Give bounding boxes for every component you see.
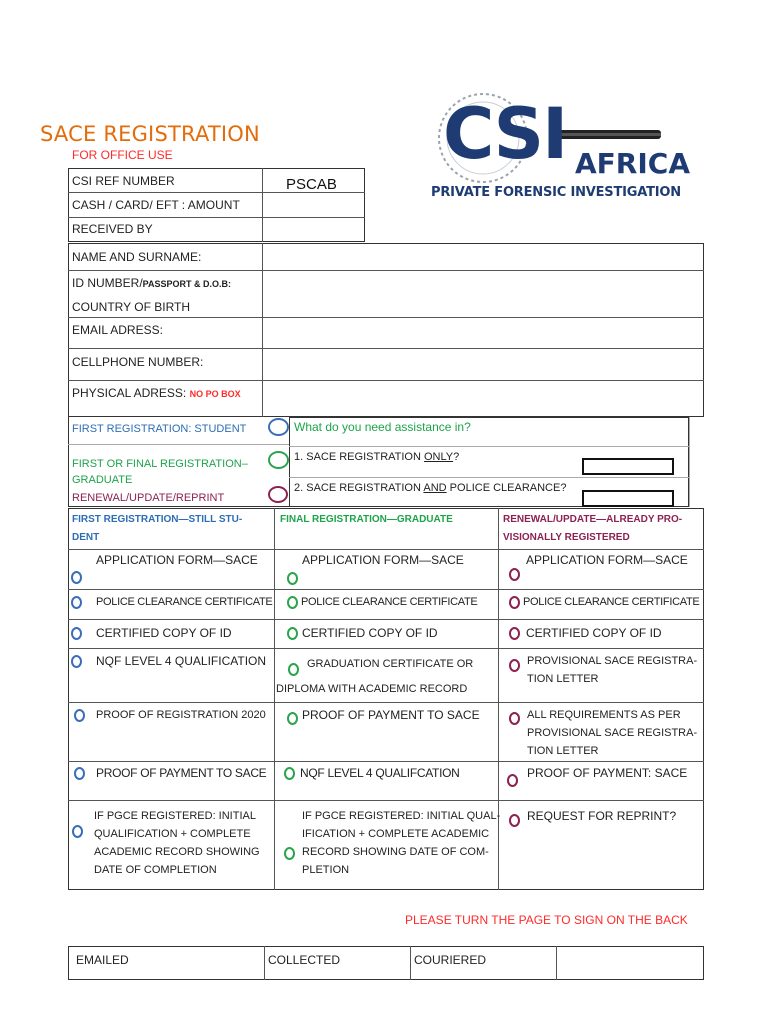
assistance-question: What do you need assistance in? [294, 420, 471, 434]
renewal-doc-payment: PROOF OF PAYMENT: SACE [527, 766, 688, 780]
graduate-doc-id: CERTIFIED COPY OF ID [302, 626, 438, 640]
graduate-doc-application: APPLICATION FORM—SACE [302, 553, 464, 567]
assistance-option-2: 2. SACE REGISTRATION AND POLICE CLEARANCE? [294, 482, 567, 494]
id-label: ID NUMBER/PASSPORT & D.O.B: [72, 276, 232, 290]
turn-page-note: PLEASE TURN THE PAGE TO SIGN ON THE BACK [405, 913, 688, 927]
student-doc-registration: PROOF OF REGISTRATION 2020 [96, 709, 266, 721]
amount-field[interactable] [264, 194, 363, 216]
student-registration-radio-icon[interactable] [74, 709, 85, 722]
renewal-reprint-radio-icon[interactable] [509, 814, 520, 827]
collected-cell[interactable]: COLLECTED [268, 953, 341, 967]
cellphone-label: CELLPHONE NUMBER: [72, 355, 204, 369]
reg-type-student: FIRST REGISTRATION: STUDENT [72, 423, 247, 435]
renewal-provisional-radio-icon[interactable] [509, 659, 520, 672]
student-application-radio-icon[interactable] [71, 571, 82, 584]
renewal-doc-provisional: PROVISIONAL SACE REGISTRA- TION LETTER [527, 655, 698, 685]
renewal-doc-application: APPLICATION FORM—SACE [526, 553, 688, 567]
csi-africa-logo [425, 92, 690, 204]
amount-label: CASH / CARD/ EFT : AMOUNT [72, 198, 240, 212]
name-field[interactable] [264, 245, 702, 269]
address-label: PHYSICAL ADRESS: NO PO BOX [72, 386, 241, 400]
column-header-student: FIRST REGISTRATION—STILL STU- DENT [72, 514, 243, 543]
reg-type-renewal: RENEWAL/UPDATE/REPRINT [72, 492, 225, 504]
received-by-label: RECEIVED BY [72, 222, 153, 236]
address-field[interactable] [264, 382, 702, 416]
option-1-checkbox[interactable] [582, 458, 674, 475]
student-doc-nqf: NQF LEVEL 4 QUALIFICATION [96, 654, 267, 668]
renewal-doc-id: CERTIFIED COPY OF ID [526, 626, 662, 640]
student-doc-pgce: IF PGCE REGISTERED: INITIAL QUALIFICATION + COMPLETE ACADEMIC RECORD SHOWING DATE OF COMPLETION [94, 810, 260, 876]
renewal-id-radio-icon[interactable] [509, 627, 520, 640]
renewal-requirements-radio-icon[interactable] [509, 712, 520, 725]
student-id-radio-icon[interactable] [71, 627, 82, 640]
student-payment-radio-icon[interactable] [74, 767, 85, 780]
emailed-cell[interactable]: EMAILED [76, 953, 129, 967]
reg-type-graduate: FIRST OR FINAL REGISTRATION– GRADUATE [72, 458, 248, 486]
assistance-option-1: 1. SACE REGISTRATION ONLY? [294, 451, 460, 463]
renewal-payment-radio-icon[interactable] [507, 774, 518, 787]
graduate-doc-nqf: NQF LEVEL 4 QUALIFCATION [300, 766, 460, 780]
renewal-application-radio-icon[interactable] [509, 568, 520, 581]
student-doc-payment: PROOF OF PAYMENT TO SACE [96, 766, 267, 780]
graduate-doc-certificate: GRADUATION CERTIFICATE OR DIPLOMA WITH ACADEMIC RECORD [276, 658, 474, 695]
graduate-doc-payment: PROOF OF PAYMENT TO SACE [302, 708, 480, 722]
email-label: EMAIL ADRESS: [72, 323, 163, 337]
graduate-id-radio-icon[interactable] [287, 627, 298, 640]
delivery-extra-cell[interactable] [558, 948, 702, 978]
graduate-pgce-radio-icon[interactable] [284, 847, 295, 860]
office-use-label: FOR OFFICE USE [72, 148, 173, 162]
couriered-cell[interactable]: COURIERED [414, 953, 487, 967]
graduate-doc-pgce: IF PGCE REGISTERED: INITIAL QUAL- IFICATION + COMPLETE ACADEMIC RECORD SHOWING DATE OF COM- PLETION [302, 810, 501, 876]
graduate-payment-radio-icon[interactable] [287, 712, 298, 725]
received-by-field[interactable] [264, 219, 363, 241]
student-nqf-radio-icon[interactable] [71, 655, 82, 668]
renewal-police-radio-icon[interactable] [509, 596, 520, 609]
column-header-renewal: RENEWAL/UPDATE—ALREADY PRO- VISIONALLY REGISTERED [503, 514, 683, 543]
ref-number-value[interactable]: PSCAB [286, 176, 337, 193]
renewal-doc-reprint: REQUEST FOR REPRINT? [527, 809, 677, 823]
student-doc-police: POLICE CLEARANCE CERTIFICATE [96, 596, 273, 608]
email-field[interactable] [264, 319, 702, 347]
student-radio-icon[interactable] [268, 418, 289, 436]
graduate-application-radio-icon[interactable] [287, 572, 298, 585]
graduate-radio-icon[interactable] [268, 451, 289, 469]
graduate-nqf-radio-icon[interactable] [284, 767, 295, 780]
graduate-police-radio-icon[interactable] [287, 596, 298, 609]
student-doc-application: APPLICATION FORM—SACE [96, 553, 258, 567]
logo-brand: CSI [443, 93, 567, 175]
student-pgce-radio-icon[interactable] [72, 825, 83, 838]
renewal-radio-icon[interactable] [268, 486, 288, 503]
logo-sub: AFRICA [575, 147, 690, 180]
student-doc-id: CERTIFIED COPY OF ID [96, 626, 232, 640]
cellphone-field[interactable] [264, 350, 702, 378]
option-2-checkbox[interactable] [582, 490, 674, 507]
page-title: SACE REGISTRATION [40, 122, 260, 146]
logo-tagline: PRIVATE FORENSIC INVESTIGATION [431, 185, 681, 200]
student-police-radio-icon[interactable] [71, 596, 82, 609]
country-label: COUNTRY OF BIRTH [72, 300, 191, 314]
renewal-doc-requirements: ALL REQUIREMENTS AS PER PROVISIONAL SACE REGISTRA- TION LETTER [527, 709, 698, 757]
renewal-doc-police: POLICE CLEARANCE CERTIFICATE [523, 596, 700, 608]
column-header-graduate: FINAL REGISTRATION—GRADUATE [280, 514, 453, 525]
graduate-doc-police: POLICE CLEARANCE CERTIFICATE [301, 596, 478, 608]
name-label: NAME AND SURNAME: [72, 250, 202, 264]
id-country-field[interactable] [264, 272, 702, 316]
ref-number-label: CSI REF NUMBER [72, 174, 175, 188]
